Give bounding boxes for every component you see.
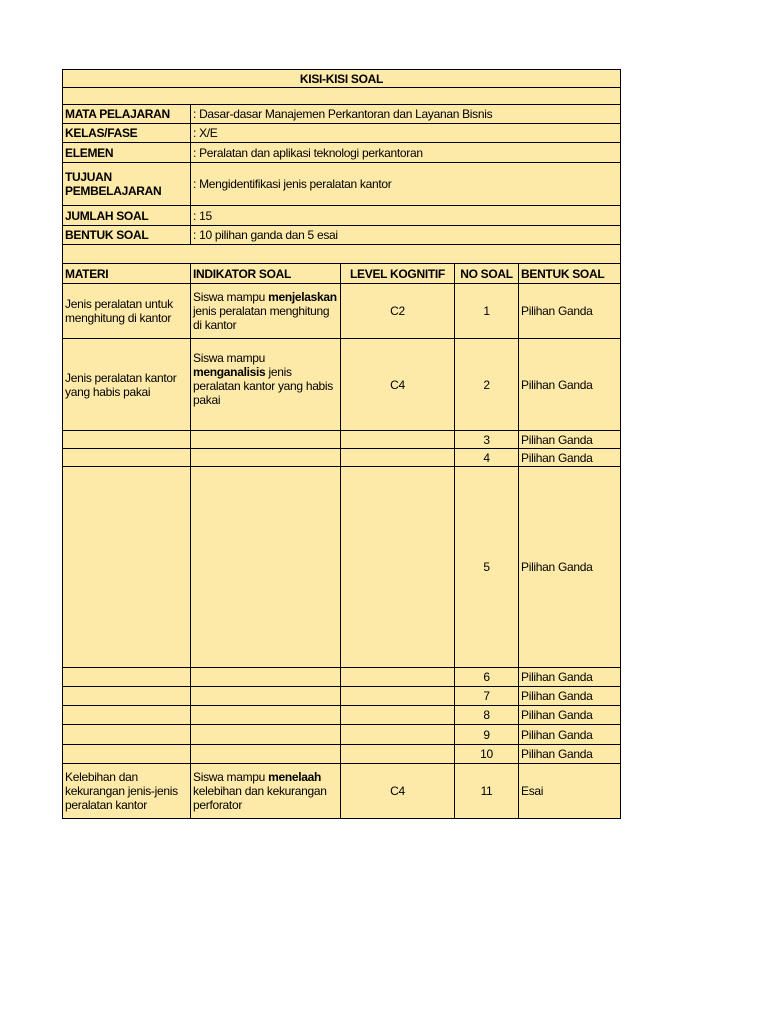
level-cell: C2 [341,284,455,339]
sheet-title: KISI-KISI SOAL [63,70,621,88]
table-row [63,668,621,687]
no-soal-cell: 5 [455,467,519,668]
level-cell [341,706,455,725]
blank-row [63,245,621,264]
info-value: : 15 [191,206,621,226]
header-materi: MATERI [63,264,191,284]
bentuk-cell: Pilihan Ganda [519,339,621,431]
indikator-cell [191,687,341,706]
blank-row [63,88,621,105]
info-label: KELAS/FASE [63,124,191,143]
no-soal-cell: 2 [455,339,519,431]
header-level: LEVEL KOGNITIF [341,264,455,284]
level-cell [341,449,455,467]
info-label: TUJUAN PEMBELAJARAN [63,163,191,206]
indikator-prefix: Siswa mampu [193,770,269,784]
materi-cell: Jenis peralatan kantor yang habis pakai [63,339,191,431]
bentuk-cell: Esai [519,764,621,819]
indikator-cell [191,764,341,819]
table-row [63,745,621,764]
info-value: : X/E [191,124,621,143]
info-row [63,163,621,206]
indikator-cell [191,706,341,725]
indikator-rest: jenis peralatan kantor yang habis pakai [193,365,334,407]
indikator-rest: kelebihan dan kekurangan perforator [193,784,327,812]
bentuk-cell: Pilihan Ganda [519,668,621,687]
table-row [63,449,621,467]
info-row [63,143,621,163]
info-value: : Mengidentifikasi jenis peralatan kantor [191,163,621,206]
materi-cell: Kelebihan dan kekurangan jenis-jenis peralatan kantor [63,764,191,819]
header-no-soal: NO SOAL [455,264,519,284]
no-soal-cell: 7 [455,687,519,706]
bentuk-cell: Pilihan Ganda [519,745,621,764]
indikator-cell [191,725,341,745]
table-row [63,467,621,668]
materi-cell: Jenis peralatan untuk menghitung di kantor [63,284,191,339]
info-row [63,105,621,124]
level-cell [341,725,455,745]
no-soal-cell: 3 [455,431,519,449]
info-value: : Peralatan dan aplikasi teknologi perkantoran [191,143,621,163]
no-soal-cell: 9 [455,725,519,745]
header-bentuk: BENTUK SOAL [519,264,621,284]
no-soal-cell: 4 [455,449,519,467]
table-row [63,706,621,725]
indikator-verb: menganalisis [193,365,266,379]
bentuk-cell: Pilihan Ganda [519,687,621,706]
materi-cell [63,745,191,764]
table-row [63,687,621,706]
header-indikator: INDIKATOR SOAL [191,264,341,284]
header-row [63,264,621,284]
level-cell: C4 [341,764,455,819]
indikator-prefix: Siswa mampu [193,290,269,304]
level-cell [341,745,455,764]
info-value: : 10 pilihan ganda dan 5 esai [191,226,621,245]
indikator-cell [191,339,341,431]
indikator-verb: menelaah [268,770,322,784]
info-row [63,124,621,143]
no-soal-cell: 10 [455,745,519,764]
info-row [63,226,621,245]
bentuk-cell: Pilihan Ganda [519,467,621,668]
bentuk-cell: Pilihan Ganda [519,706,621,725]
indikator-cell [191,449,341,467]
bentuk-cell: Pilihan Ganda [519,431,621,449]
indikator-cell [191,431,341,449]
no-soal-cell: 6 [455,668,519,687]
info-label: ELEMEN [63,143,191,163]
level-cell: C4 [341,339,455,431]
info-row [63,206,621,226]
indikator-cell [191,668,341,687]
indikator-cell [191,745,341,764]
no-soal-cell: 11 [455,764,519,819]
table-row [63,431,621,449]
materi-cell [63,706,191,725]
bentuk-cell: Pilihan Ganda [519,725,621,745]
info-label: BENTUK SOAL [63,226,191,245]
materi-cell [63,668,191,687]
info-label: JUMLAH SOAL [63,206,191,226]
indikator-verb: menjelaskan [268,290,337,304]
materi-cell [63,431,191,449]
table-row [63,725,621,745]
materi-cell [63,467,191,668]
indikator-prefix: Siswa mampu [193,351,266,365]
table-row [63,339,621,431]
table-row [63,764,621,819]
bentuk-cell: Pilihan Ganda [519,449,621,467]
no-soal-cell: 8 [455,706,519,725]
table-row [63,284,621,339]
materi-cell [63,449,191,467]
kisi-kisi-table [62,69,621,819]
indikator-rest: jenis peralatan menghitung di kantor [193,304,330,332]
bentuk-cell: Pilihan Ganda [519,284,621,339]
indikator-cell [191,284,341,339]
materi-cell [63,687,191,706]
indikator-cell [191,467,341,668]
level-cell [341,431,455,449]
info-value: : Dasar-dasar Manajemen Perkantoran dan Layanan Bisnis [191,105,621,124]
level-cell [341,687,455,706]
info-label: MATA PELAJARAN [63,105,191,124]
materi-cell [63,725,191,745]
level-cell [341,467,455,668]
no-soal-cell: 1 [455,284,519,339]
level-cell [341,668,455,687]
